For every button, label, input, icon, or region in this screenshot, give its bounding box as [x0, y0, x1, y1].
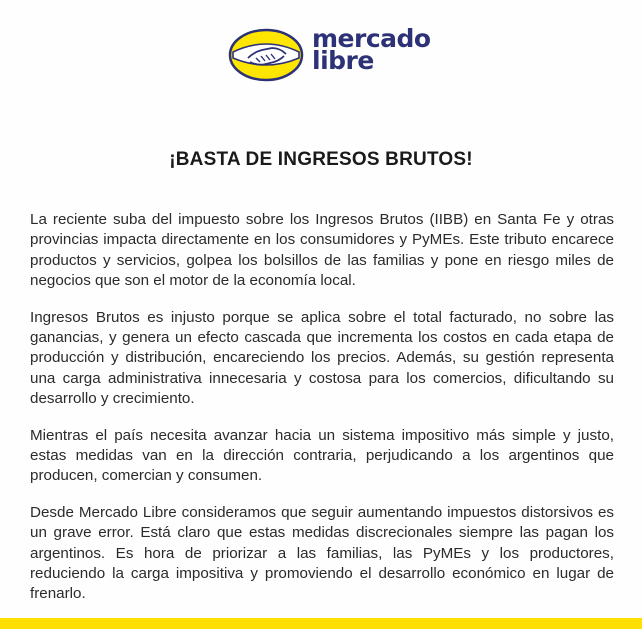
handshake-icon [228, 28, 304, 82]
paragraph-2: Ingresos Brutos es injusto porque se aplica sobre el total facturado, no sobre las ganancias, y genera un efecto cascada que incrementa los costos en cada etapa de producción y distribución, encareciendo los precios. Además, su gestión representa una carga administrativa innecesaria y costosa para los comercios, dificultando su desarrollo y crecimiento. [30, 308, 614, 407]
paragraph-3: Mientras el país necesita avanzar hacia un sistema impositivo más simple y justo, estas medidas van en la dirección contraria, perjudicando a los argentinos que producen, comercian y consumen. [30, 426, 614, 485]
paragraph-1: La reciente suba del impuesto sobre los Ingresos Brutos (IIBB) en Santa Fe y otras provincias impacta directamente en los consumidores y PyMEs. Este tributo encarece productos y servicios, golpea los bolsillos de las familias y pone en riesgo miles de negocios que son el motor de la economía local. [30, 211, 614, 289]
footer-yellow-bar [0, 618, 642, 629]
logo-line-libre: libre [312, 46, 374, 75]
paragraph-4: Desde Mercado Libre consideramos que seguir aumentando impuestos distorsivos es un grave error. Está claro que estas medidas discrecionales siempre las pagan los argentinos. Es hora de priorizar a las familias, las PyMEs y los productores, reduciendo la carga impositiva y promoviendo el desarrollo económico en lugar de frenarlo. [30, 504, 614, 603]
mercado-libre-logo [228, 24, 431, 84]
statement-body [30, 210, 614, 621]
page-title: ¡BASTA DE INGRESOS BRUTOS! [169, 149, 473, 170]
logo-line-mercado: mercado [312, 24, 431, 53]
logo-wordmark [312, 24, 431, 75]
